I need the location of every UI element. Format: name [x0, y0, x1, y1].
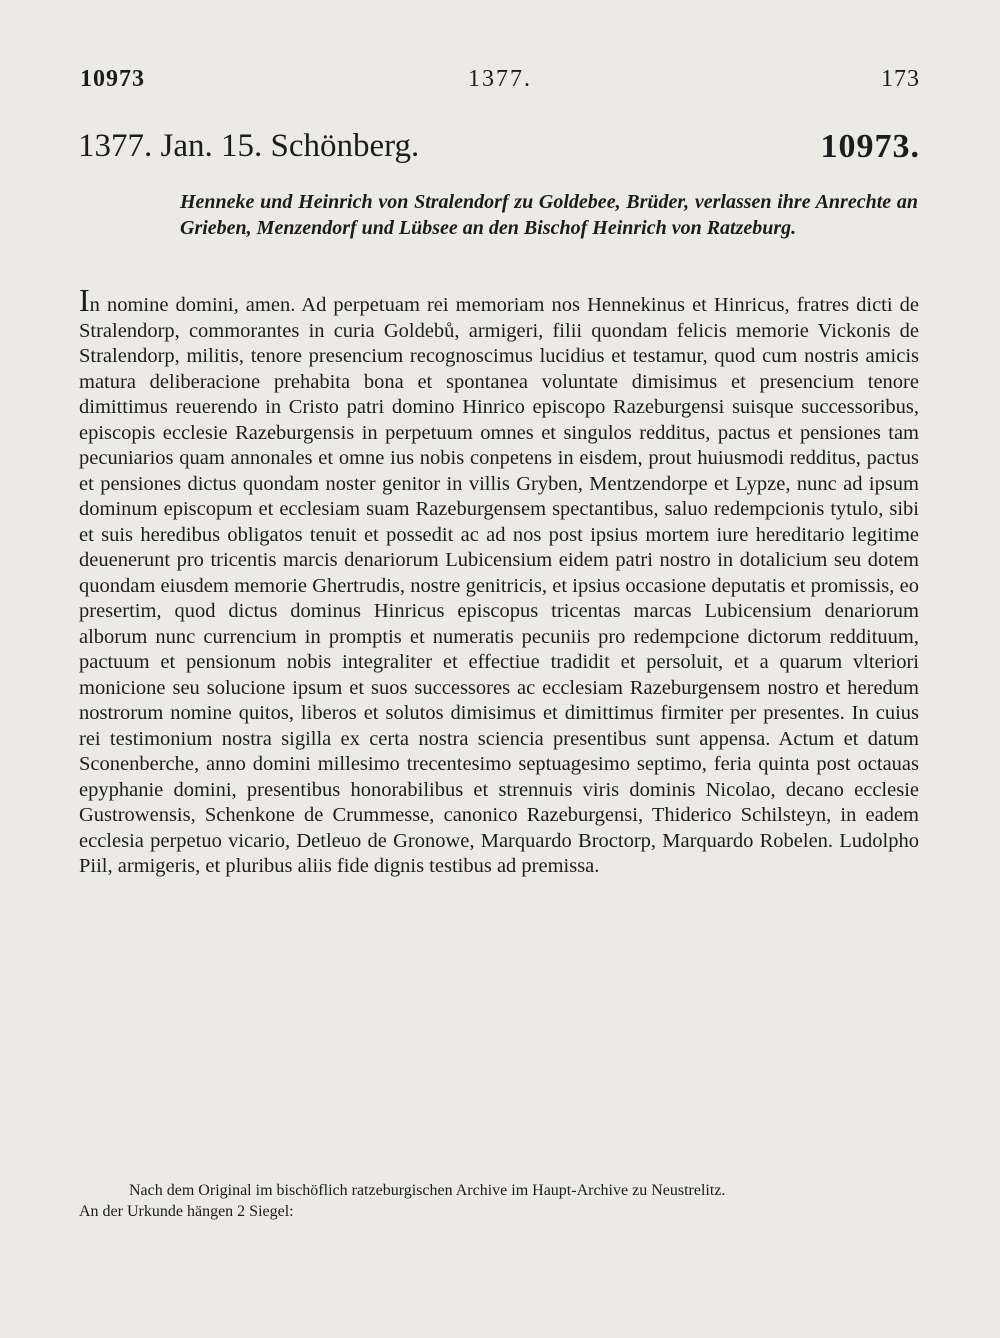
charter-body: n nomine domini, amen. Ad perpetuam rei memoriam nos Hennekinus et Hinricus, fratres dicti de Stralendorp, commorantes in curia Goldebů, armigeri, filii quondam felicis memorie Vickonis de Stralendorp, militis, tenore presencium recognoscimus lucidius et testamur, quod cum nostris amicis matura deliberacione prehabita bona et spontanea voluntate dimisimus et presencium tenore dimittimus reuerendo in Cristo patri domino Hinrico episcopo Razeburgensi suisque successoribus, episcopis ecclesie Razeburgensis in perpetuum omnes et singulos redditus, pactus et pensiones tam pecuniarios quam annonales et omne ius nobis conpetens in eisdem, prout huiusmodi redditus, pactus et pensiones dictus quondam noster genitor in villis Gryben, Mentzendorpe et Lypze, nunc ad ipsum dominum episcopum et ecclesiam suam Razeburgensem spectantibus, saluo redempcionis tytulo, sibi et suis heredibus obligatos tenuit et possedit ac ad nos post ipsius mortem iure hereditario legitime deuenerunt pro tricentis marcis denariorum Lubicensium eidem patri nostro in dotalicium seu dotem quondam eiusdem memorie Ghertrudis, nostre genitricis, et ipsius occasione deputatis et promissis, eo presertim, quod dictus dominus Hinricus episcopus tricentas marcas Lubicensium denariorum alborum nunc currencium in promptis et numeratis pecuniis pro redempcione dictorum reddituum, pactuum et pensionum nobis integraliter et effectiue tradidit et persoluit, et a quarum vlteriori monicione seu solucione ipsum et suos successores ac ecclesiam Razeburgensem nostro et heredum nostrorum nomine quitos, liberos et solutos dimisimus et dimittimus firmiter per presentes. In cuius rei testimonium nostra sigilla ex certa nostra sciencia presentibus sunt appensa. Actum et datum Sconenberche, anno domini millesimo trecentesimo septuagesimo septimo, feria quinta post octauas epyphanie domini, presentibus honorabilibus et strennuis viris dominis Nicolao, decano ecclesie Gustrowensis, Schenkone de Crummesse, canonico Razeburgensi, Thiderico Schilsteyn, in eadem ecclesia perpetuo vicario, Detleuo de Gronowe, Marquardo Broctorp, Marquardo Robelen. Ludolpho Piil, armigeris, et pluribus aliis fide dignis testibus ad premissa.: [79, 294, 919, 877]
page-number: 173: [881, 66, 920, 92]
source-note: [79, 1180, 924, 1222]
charter-text: [79, 282, 919, 880]
running-head-document-number: 10973: [80, 66, 145, 92]
regest-summary: Henneke und Heinrich von Stralendorf zu Goldebee, Brüder, verlassen ihre Anrechte an Grieben, Menzendorf und Lübsee an den Bischof Heinrich von Ratzeburg.: [180, 191, 918, 239]
entry-date-place: 1377. Jan. 15. Schönberg.: [78, 128, 420, 164]
source-note-line-2: An der Urkunde hängen 2 Siegel:: [79, 1203, 294, 1220]
initial-letter: I: [79, 282, 90, 318]
running-head: [80, 66, 920, 96]
entry-heading: [78, 128, 920, 172]
running-head-year: 1377.: [468, 66, 532, 92]
source-note-line-1: Nach dem Original im bischöflich ratzeburgischen Archive im Haupt-Archive zu Neustrelitz.: [129, 1182, 726, 1199]
entry-number: 10973.: [820, 128, 920, 165]
